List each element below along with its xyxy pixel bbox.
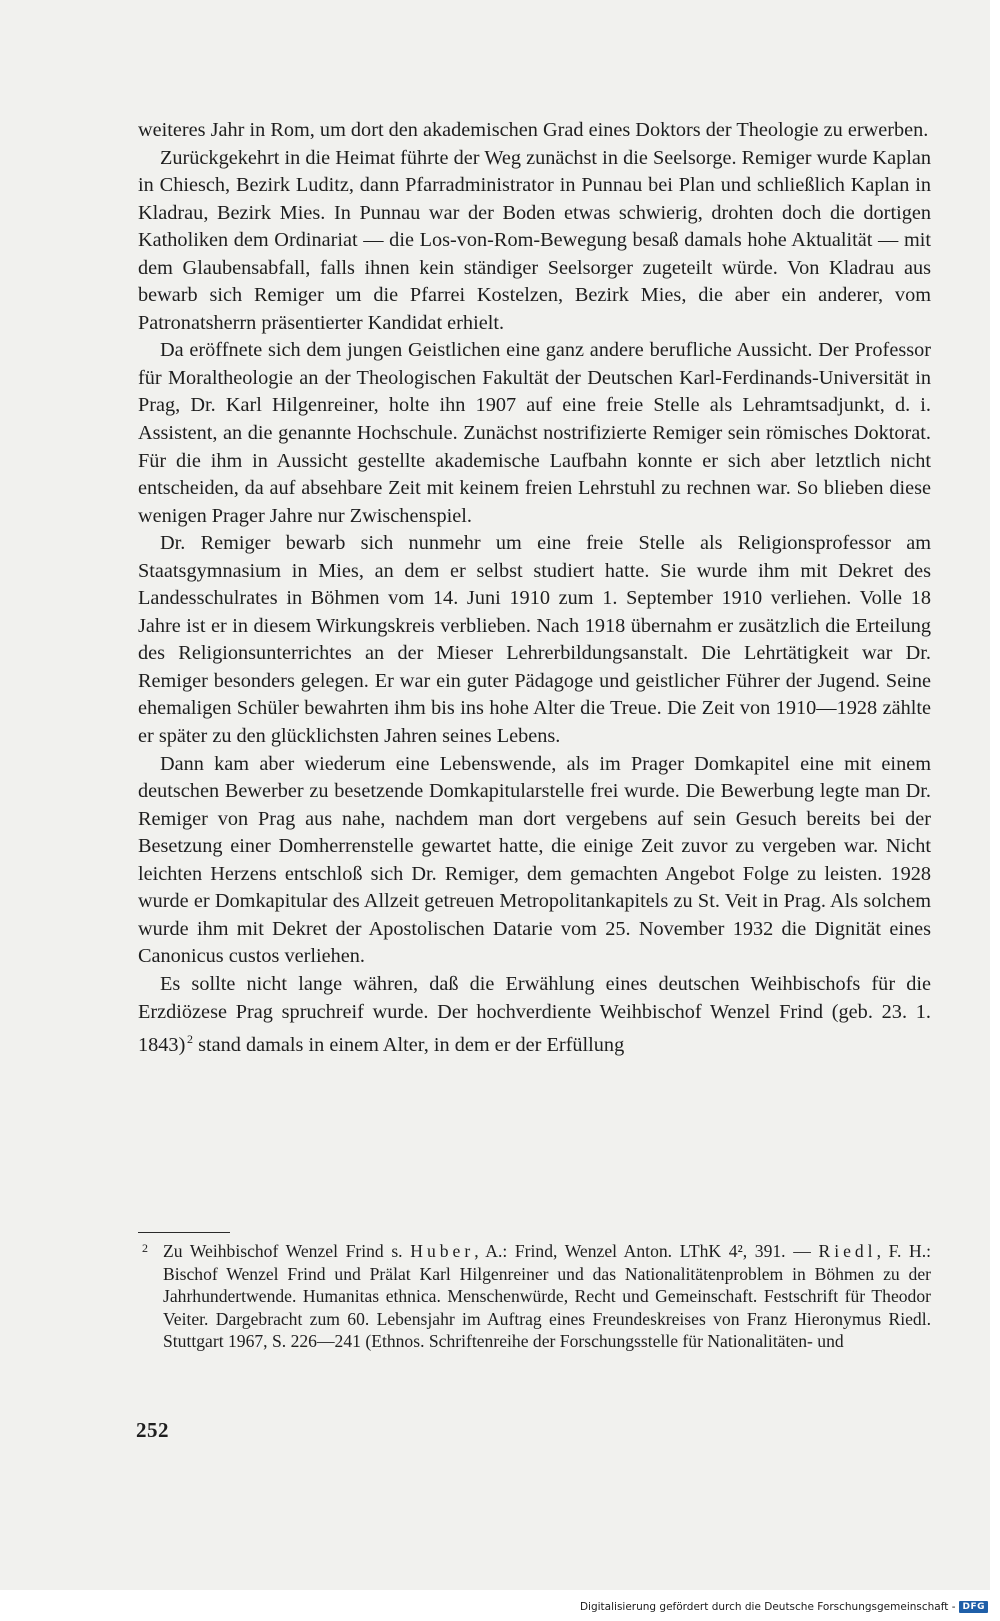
author-name: Huber (410, 1241, 475, 1261)
footnote-marker: 2 (142, 1241, 148, 1255)
page-number: 252 (136, 1418, 169, 1442)
footnote-text: Zu Weihbischof Wenzel Frind s. (163, 1241, 403, 1261)
paragraph: Dann kam aber wiederum eine Lebenswende, als im Prager Domkapitel eine mit einem deutschen Bewerber zu besetzende Domkapitularstelle frei wurde. Die Bewerbung legte man Dr. Remiger von Prag aus nahe, nachdem man dort vergebens auf sein Gesuch bereits bei der Besetzung einer Domherrenstelle gewartet hatte, die einige Zeit zuvor zu vergeben war. Nicht leichten Herzens entschloß sich Dr. Remiger, dem gemachten Angebot Folge zu leisten. 1928 wurde er Domkapitular des Allzeit getreuen Metropolitankapitels zu St. Veit in Prag. Als solchem wurde ihm mit Dekret der Apostolischen Datarie vom 25. November 1932 die Dignität eines Canonicus custos verliehen. (138, 752, 931, 968)
paragraph: Zurückgekehrt in die Heimat führte der Weg zunächst in die Seelsorge. Remiger wurde Kaplan in Chiesch, Bezirk Luditz, dann Pfarradministrator in Punnau bei Plan und schließlich Kaplan in Kladrau, Bezirk Mies. In Punnau war der Boden etwas schwierig, drohten doch die dortigen Katholiken dem Ordinariat — die Los-von-Rom-Bewegung besaß damals hohe Aktualität — mit dem Glaubensabfall, falls ihnen kein ständiger Seelsorger zugeteilt würde. Von Kladrau aus bewarb sich Remiger um die Pfarrei Kostelzen, Bezirk Mies, die aber ein anderer, vom Patronatsherrn präsentierter Kandidat erhielt. (138, 146, 931, 334)
dfg-logo: DFG (959, 1601, 988, 1613)
footnotes (138, 1240, 931, 1353)
footnote-text: , A.: Frind, Wenzel Anton. LThK 4², 391. — (474, 1241, 811, 1261)
paragraph: Dr. Remiger bewarb sich nunmehr um eine freie Stelle als Religionsprofessor am Staatsgymnasium in Mies, an dem er selbst studiert hatte. Sie wurde ihm mit Dekret des Landesschulrates in Böhmen vom 14. Juni 1910 zum 1. September 1910 verliehen. Volle 18 Jahre ist er in diesem Wirkungskreis verblieben. Nach 1918 übernahm er zusätzlich die Erteilung des Religionsunterrichtes an der Mieser Lehrerbildungsanstalt. Die Lehrtätigkeit war Dr. Remiger besonders gelegen. Er war ein guter Pädagoge und geistlicher Führer der Jugend. Seine ehemaligen Schüler bewahrten ihm bis ins hohe Alter die Treue. Die Zeit von 1910—1928 zählte er später zu den glücklichsten Jahren seines Lebens. (138, 532, 931, 748)
funding-notice (580, 1598, 988, 1616)
footnote-reference[interactable]: 2 (187, 1032, 194, 1047)
paragraph-text: Es sollte nicht lange währen, daß die Erwählung eines deutschen Weihbischofs für die Erzdiözese Prag spruchreif wurde. Der hochverdiente Weihbischof Wenzel Frind (geb. 23. 1. 1843) (138, 972, 931, 1056)
paragraph (138, 971, 931, 1059)
paragraph: Da eröffnete sich dem jungen Geistlichen eine ganz andere berufliche Aussicht. Der Professor für Moraltheologie an der Theologischen Fakultät der Deutschen Karl-Ferdinands-Universität in Prag, Dr. Karl Hilgenreiner, holte ihn 1907 auf eine freie Stelle als Lehramtsadjunkt, d. i. Assistent, an die genannte Hochschule. Zunächst nostrifizierte Remiger sein römisches Doktorat. Für die ihm in Aussicht gestellte akademische Laufbahn konnte er sich aber letztlich nicht entscheiden, da auf absehbare Zeit mit keinem freien Lehrstuhl zu rechnen war. So blieben diese wenigen Prager Jahre nur Zwischenspiel. (138, 339, 931, 527)
funding-text: Digitalisierung gefördert durch die Deutsche Forschungsgemeinschaft - (579, 1601, 956, 1613)
footnote-separator (138, 1232, 230, 1233)
footnote-text: , F. H.: Bischof Wenzel Frind und Prälat Karl Hilgenreiner und das Nationalitätenproblem in Böhmen zu der Jahrhundertwende. Humanitas ethnica. Menschenwürde, Recht und Gemeinschaft. Festschrift für Theodor Veiter. Dargebracht zum 60. Lebensjahr im Auftrag eines Freundeskreises von Franz Hieronymus Riedl. Stuttgart 1967, S. 226—241 (Ethnos. Schriftenreihe der Forschungsstelle für Nationalitäten- und (163, 1241, 931, 1352)
footnote (138, 1240, 931, 1353)
paragraph-text-continued: stand damals in einem Alter, in dem er der Erfüllung (193, 1033, 625, 1056)
body-text (138, 117, 931, 1059)
paragraph: weiteres Jahr in Rom, um dort den akademischen Grad eines Doktors der Theologie zu erwerben. (138, 119, 929, 141)
author-name: Riedl (818, 1241, 877, 1261)
